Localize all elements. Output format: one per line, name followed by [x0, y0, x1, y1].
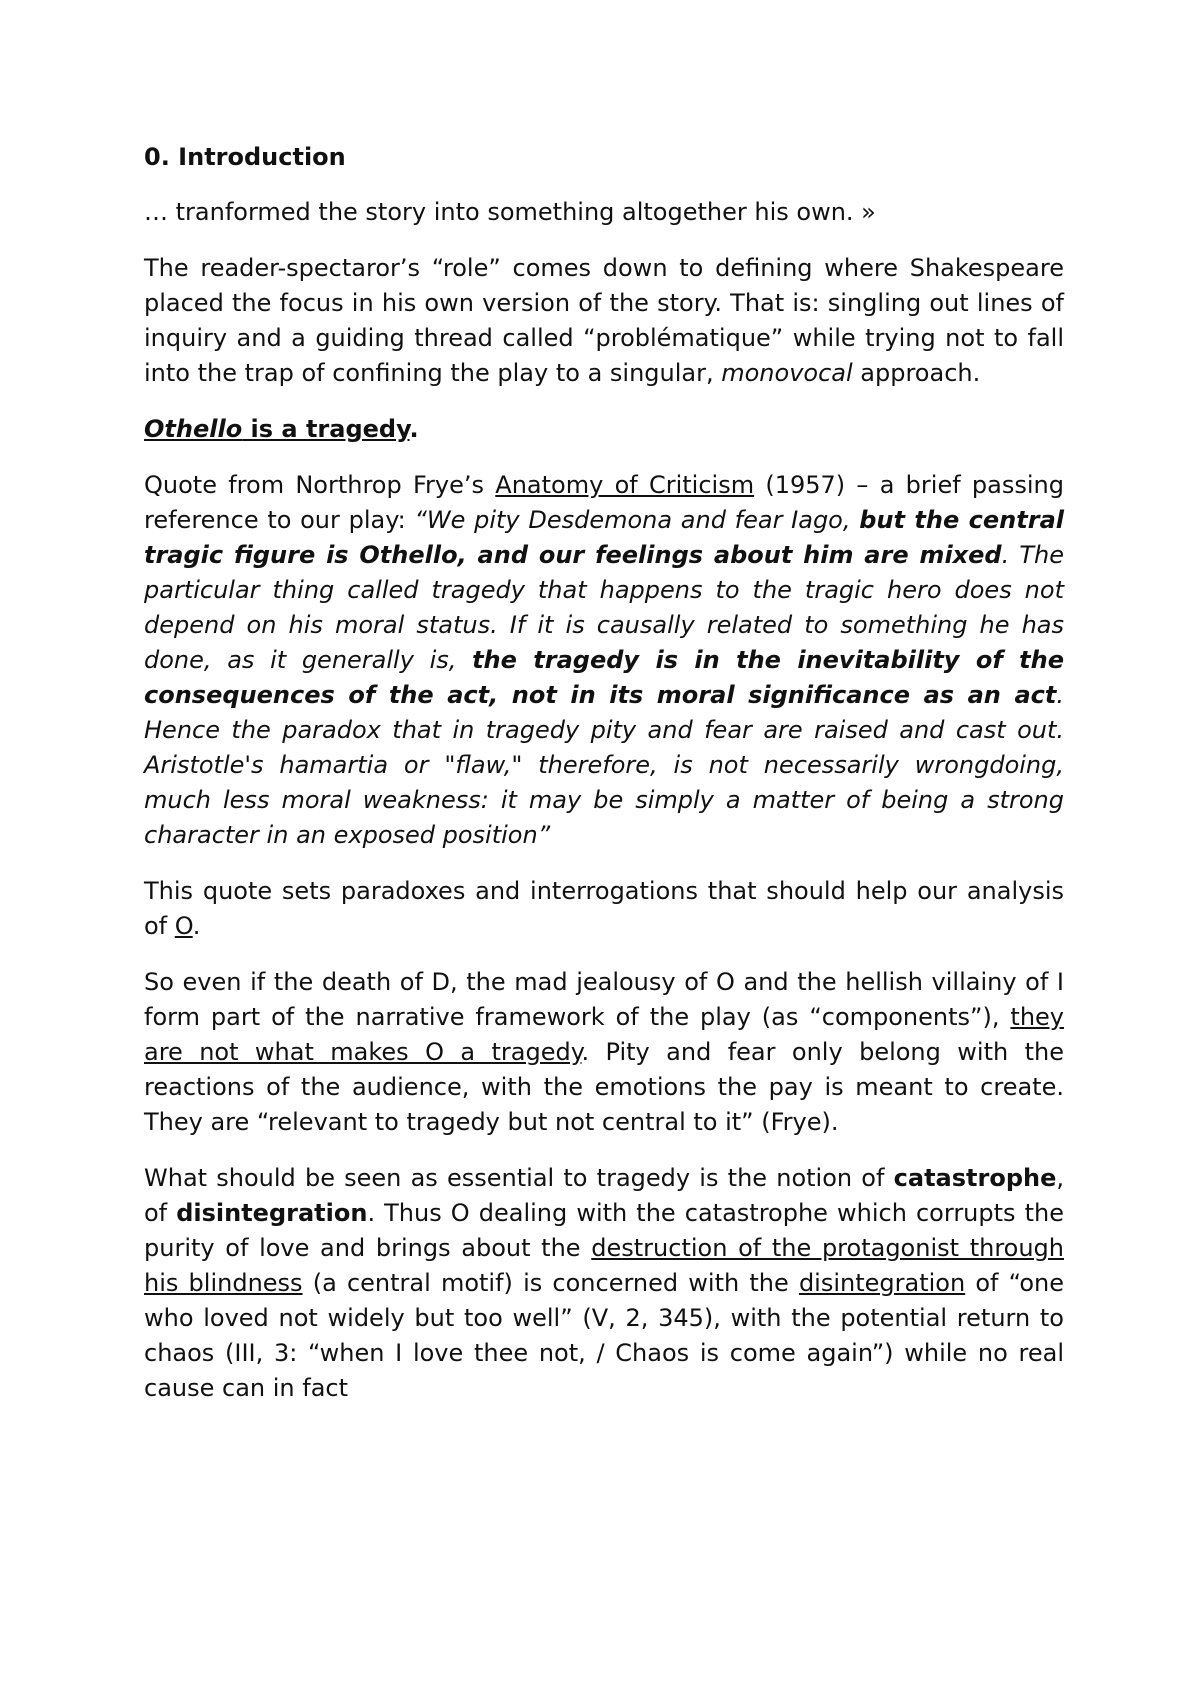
paragraph-reader-role: The reader-spectaror’s “role” comes down to defining where Shakespeare placed the focus in his own version of the story. That is: singling out lines of inquiry and a guiding thread called “problématique” while trying not to fall into the trap of confining the play to a singular, monovocal approach.: [144, 254, 1064, 387]
section-heading: 0. Introduction: [144, 143, 346, 171]
paragraph-components: So even if the death of D, the mad jealousy of O and the hellish villainy of I form part of the narrative framework of the play (as “components”), they are not what makes O a tragedy. Pity and fear only belong with the reactions of the audience, with the emotions the pay is meant to create. They are “relevant to tragedy but not central to it” (Frye).: [144, 968, 1064, 1136]
paragraph-intro-quote: … tranformed the story into something altogether his own. »: [144, 198, 876, 226]
paragraph-frye-quote: Quote from Northrop Frye’s Anatomy of Criticism (1957) – a brief passing reference to our play: “We pity Desdemona and fear Iago, but the central tragic figure is Othello, and our feelings about him are mixed. The particular thing called tragedy that happens to the tragic hero does not depend on his moral status. If it is causally related to something he has done, as it generally is, the tragedy is in the inevitability of the consequences of the act, not in its moral significance as an act. Hence the paradox that in tragedy pity and fear are raised and cast out. Aristotle's hamartia or "flaw," therefore, is not necessarily wrongdoing, much less moral weakness: it may be simply a matter of being a strong character in an exposed position”: [144, 471, 1064, 849]
subheading-othello-tragedy: Othello is a tragedy.: [144, 415, 419, 443]
paragraph-catastrophe: What should be seen as essential to tragedy is the notion of catastrophe, of disintegration. Thus O dealing with the catastrophe which corrupts the purity of love and brings about the destruction of the protagonist through his blindness (a central motif) is concerned with the disintegration of “one who loved not widely but too well” (V, 2, 345), with the potential return to chaos (III, 3: “when I love thee not, / Chaos is come again”) while no real cause can in fact: [144, 1164, 1065, 1402]
document-body: [144, 140, 1064, 1427]
paragraph-paradoxes: This quote sets paradoxes and interrogations that should help our analysis of O.: [144, 877, 1064, 940]
book-title: Anatomy of Criticism: [495, 471, 755, 499]
